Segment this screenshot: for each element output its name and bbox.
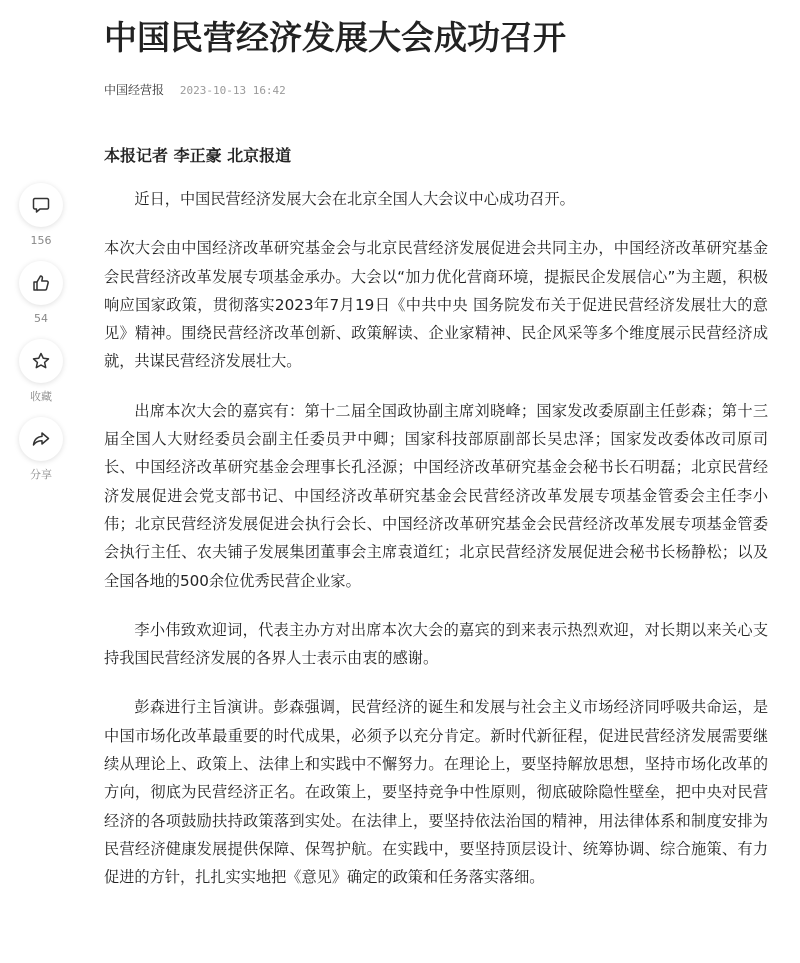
article-source[interactable]: 中国经营报 xyxy=(104,83,165,97)
share-button[interactable] xyxy=(19,417,63,461)
article-meta xyxy=(104,82,286,99)
paragraph: 近日，中国民营经济发展大会在北京全国人大会议中心成功召开。 xyxy=(134,190,575,208)
favorite-action xyxy=(18,339,64,417)
favorite-button[interactable] xyxy=(19,339,63,383)
article-body xyxy=(104,141,768,913)
like-button[interactable] xyxy=(19,261,63,305)
like-count: 54 xyxy=(34,312,48,325)
article-byline: 本报记者 李正豪 北京报道 xyxy=(104,146,292,165)
comment-count: 156 xyxy=(30,234,52,247)
action-sidebar xyxy=(18,183,64,495)
publish-date: 2023-10-13 16:42 xyxy=(179,84,286,97)
article-title: 中国民营经济发展大会成功召开 xyxy=(104,18,566,57)
favorite-label: 收藏 xyxy=(30,390,52,403)
like-action xyxy=(18,261,64,339)
share-label: 分享 xyxy=(30,468,52,481)
paragraph: 李小伟致欢迎词，代表主办方对出席本次大会的嘉宾的到来表示热烈欢迎，对长期以来关心支持我国民营经济发展的各界人士表示由衷的感谢。 xyxy=(104,620,768,668)
comment-icon xyxy=(31,195,51,215)
star-icon xyxy=(31,351,51,371)
paragraph: 彭森进行主旨演讲。彭森强调，民营经济的诞生和发展与社会主义市场经济同呼吸共命运，是中国市场化改革最重要的时代成果，必须予以充分肯定。新时代新征程，促进民营经济发展需要继续从理论上、政策上、法律上和实践中不懈努力。在理论上，要坚持解放思想，坚持市场化改革的方向，彻底为民营经济正名。在政策上，要坚持竞争中性原则，彻底破除隐性壁垒，把中央对民营经济的各项鼓励扶持政策落到实处。在法律上，要坚持依法治国的精神，用法律体系和制度安排为民营经济健康发展提供保障、保驾护航。在实践中，要坚持顶层设计、统筹协调、综合施策、有力促进的方针，扎扎实实地把《意见》确定的政策和任务落实落细。 xyxy=(104,698,768,887)
comment-button[interactable] xyxy=(19,183,63,227)
share-icon xyxy=(31,429,51,449)
thumbs-up-icon xyxy=(31,273,51,293)
paragraph: 本次大会由中国经济改革研究基金会与北京民营经济发展促进会共同主办，中国经济改革研究基金会民营经济改革发展专项基金承办。大会以“加力优化营商环境，提振民企发展信心”为主题，积极响应国家政策，贯彻落实2023年7月19日《中共中央 国务院发布关于促进民营经济发展壮大的意见》精神。围绕民营经济改革创新、政策解读、企业家精神、民企风采等多个维度展示民营经济成就，共谋民营经济发展壮大。 xyxy=(104,239,768,371)
share-action xyxy=(18,417,64,495)
comment-action xyxy=(18,183,64,261)
paragraph: 出席本次大会的嘉宾有：第十二届全国政协副主席刘晓峰；国家发改委原副主任彭森；第十三届全国人大财经委员会副主任委员尹中卿；国家科技部原副部长吴忠泽；国家发改委体改司原司长、中国经济改革研究基金会理事长孔泾源；中国经济改革研究基金会秘书长石明磊；北京民营经济发展促进会党支部书记、中国经济改革研究基金会民营经济改革发展专项基金管委会主任李小伟；北京民营经济发展促进会执行会长、中国经济改革研究基金会民营经济改革发展专项基金管委会执行主任、农夫铺子发展集团董事会主席袁道红；北京民营经济发展促进会秘书长杨静松；以及全国各地的500余位优秀民营企业家。 xyxy=(104,401,768,590)
